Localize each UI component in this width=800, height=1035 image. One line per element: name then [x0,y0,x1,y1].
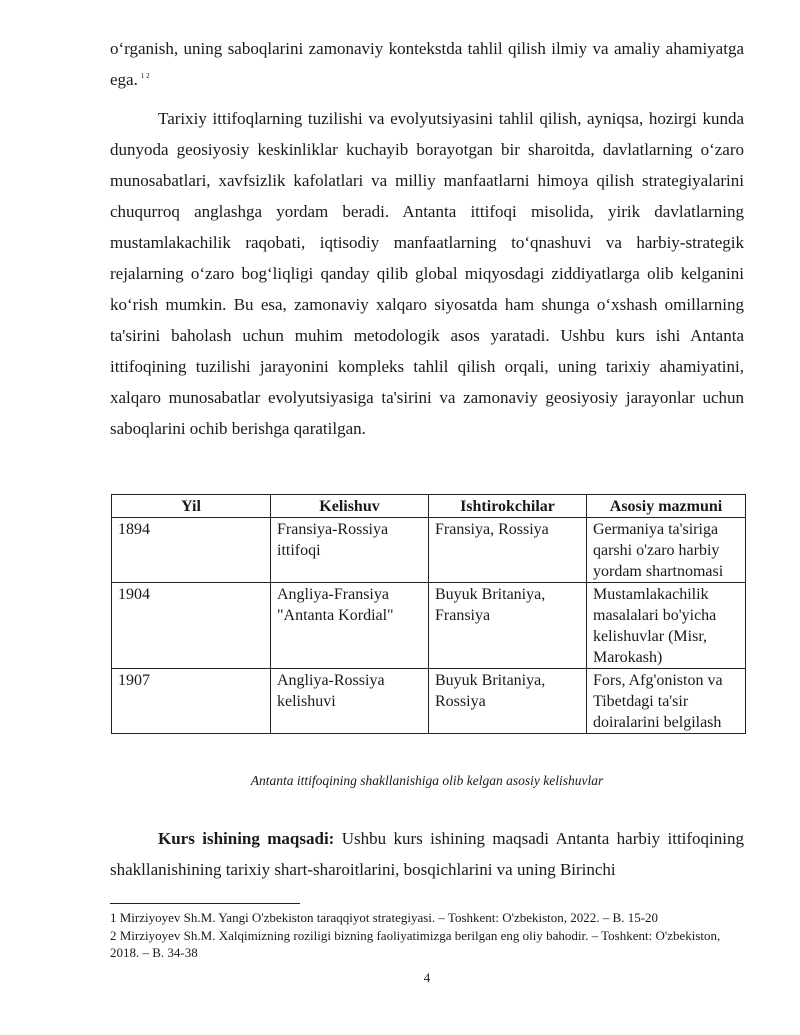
cell-participants: Buyuk Britaniya, Rossiya [429,669,587,734]
paragraph-text: Ushbu kurs ishining maqsadi Antanta harbiy ittifoqining shakllanishining tarixiy shart-sharoitlarini, bosqichlarini va uning Birinchi [110,829,744,879]
cell-content: Fors, Afg'oniston va Tibetdagi ta'sir doiralarini belgilash [587,669,746,734]
paragraph-goal [110,823,744,885]
cell-year: 1907 [112,669,271,734]
table-row [112,583,746,669]
cell-content: Germaniya ta'siriga qarshi o'zaro harbiy yordam shartnomasi [587,518,746,583]
paragraph-relevance: Tarixiy ittifoqlarning tuzilishi va evolyutsiyasini tahlil qilish, ayniqsa, hozirgi kunda dunyoda geosiyosiy keskinliklar kuchayib borayotgan bir sharoitda, davlatlarning o‘zaro munosabatlari, xavfsizlik kafolatlari va milliy manfaatlarni himoya qilish strategiyalarini chuqurroq anglashga yordam beradi. Antanta ittifoqi misolida, yirik davlatlarning mustamlakachilik raqobati, iqtisodiy manfaatlarning to‘qnashuvi va harbiy-strategik rejalarning o‘zaro bog‘liqligi qanday qilib global miqyosdagi ziddiyatlarga olib kelganini ko‘rish mumkin. Bu esa, zamonaviy xalqaro siyosatda ham shunga o‘xshash omillarning ta'sirini baholash uchun muhim metodologik asos yaratadi. Ushbu kurs ishi Antanta ittifoqining tuzilishi jarayonini kompleks tahlil qilish orqali, uning tarixiy ahamiyatini, xalqaro munosabatlar evolyutsiyasiga ta'sirini va zamonaviy geosiyosiy jarayonlar uchun saboqlarini ochib berishga qaratilgan. [110,109,744,438]
header-participants: Ishtirokchilar [429,495,587,518]
cell-agreement: Angliya-Fransiya "Antanta Kordial" [271,583,429,669]
cell-participants: Fransiya, Rossiya [429,518,587,583]
header-agreement: Kelishuv [271,495,429,518]
table-row [112,518,746,583]
cell-year: 1894 [112,518,271,583]
header-year: Yil [112,495,271,518]
table-row [112,669,746,734]
agreements-table [111,494,746,734]
cell-content: Mustamlakachilik masalalari bo'yicha kelishuvlar (Misr, Marokash) [587,583,746,669]
cell-agreement: Angliya-Rossiya kelishuvi [271,669,429,734]
goal-heading: Kurs ishining maqsadi: [158,829,335,848]
footnote-separator [110,903,300,904]
cell-agreement: Fransiya-Rossiya ittifoqi [271,518,429,583]
paragraph-text: o‘rganish, uning saboqlarini zamonaviy kontekstda tahlil qilish ilmiy va amaliy ahamiyatga ega. [110,39,744,89]
header-content: Asosiy mazmuni [587,495,746,518]
paragraph-intro-end [110,33,744,95]
footnote-refs: 1 2 [140,72,150,81]
cell-year: 1904 [112,583,271,669]
cell-participants: Buyuk Britaniya, Fransiya [429,583,587,669]
footnote-1: 1 Mirziyoyev Sh.M. Yangi O'zbekiston taraqqiyot strategiyasi. – Toshkent: O'zbekiston, 2022. – B. 15-20 [110,910,659,925]
table-caption: Antanta ittifoqining shakllanishiga olib kelgan asosiy kelishuvlar [250,773,604,788]
page-number: 4 [423,970,431,985]
footnote-2: 2 Mirziyoyev Sh.M. Xalqimizning roziligi bizning faoliyatimizga berilgan eng oliy bahodir. – Toshkent: O'zbekiston, 2018. – B. 34-38 [110,928,721,960]
table-header-row [112,495,746,518]
